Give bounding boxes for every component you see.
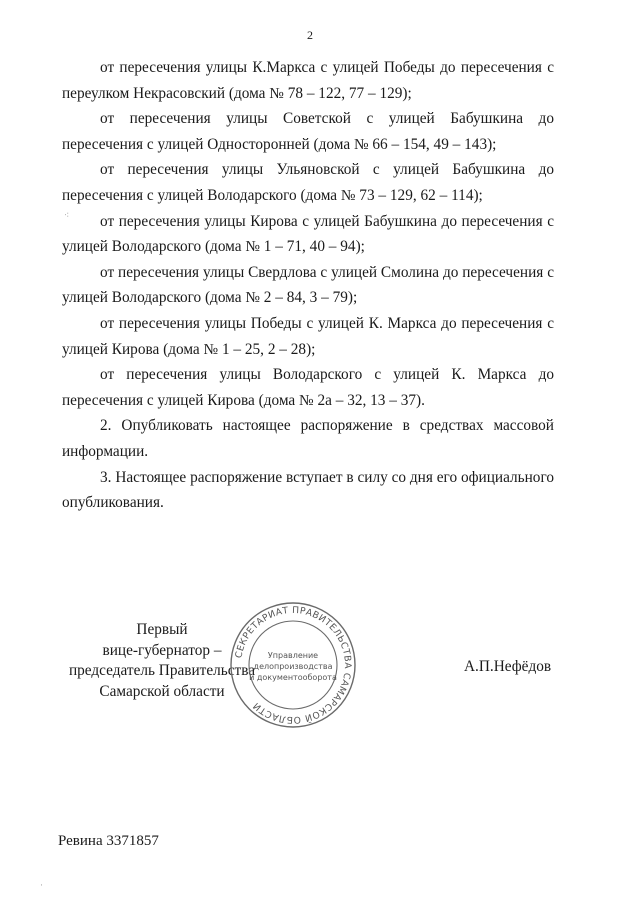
- signatory-line: председатель Правительства: [68, 662, 256, 679]
- paragraph-street-range: от пересечения улицы Победы с улицей К. Маркса до пересечения с улицей Кирова (дома № 1 – 25, 2 – 28);: [62, 314, 554, 358]
- page-number: 2: [307, 28, 313, 42]
- scan-mark: ⁖: [64, 210, 70, 220]
- signatory-name: А.П.Нефёдов: [464, 658, 552, 675]
- paragraph-street-range: от пересечения улицы К.Маркса с улицей Победы до пересечения с переулком Некрасовский (дома № 78 – 122, 77 – 129);: [62, 59, 554, 102]
- paragraph-street-range: от пересечения улицы Свердлова с улицей Смолина до пересечения с улицей Володарского (дома № 2 – 84, 3 – 79);: [62, 263, 554, 307]
- stamp-center-line: и документооборота: [249, 673, 337, 682]
- stamp-ring-text: СЕКРЕТАРИАТ ПРАВИТЕЛЬСТВА САМАРСКОЙ ОБЛАСТИ: [233, 604, 354, 726]
- stamp-center-line: Управление: [267, 651, 319, 660]
- stamp-center-line: делопроизводства: [253, 662, 333, 671]
- paragraph-effective: 3. Настоящее распоряжение вступает в силу со дня его официального опубликования.: [62, 468, 554, 512]
- official-stamp: [228, 600, 358, 730]
- signatory-line: вице-губернатор –: [102, 641, 222, 659]
- paragraph-street-range: от пересечения улицы Советской с улицей Бабушкина до пересечения с улицей Односторонней (дома № 66 – 154, 49 – 143);: [62, 110, 554, 153]
- executor-contact: Ревина 3371857: [58, 833, 159, 849]
- paragraph-publish: 2. Опубликовать настоящее распоряжение в средствах массовой информации.: [62, 417, 554, 460]
- signatory-line: Первый: [136, 621, 188, 638]
- signatory-line: Самарской области: [99, 682, 225, 700]
- document-body: [62, 55, 554, 516]
- paragraph-street-range: от пересечения улицы Володарского с улицей К. Маркса до пересечения с улицей Кирова (дома № 2а – 32, 13 – 37).: [62, 366, 554, 409]
- scan-mark: ·: [40, 880, 43, 890]
- paragraph-street-range: от пересечения улицы Ульяновской с улицей Бабушкина до пересечения с улицей Володарского (дома № 73 – 129, 62 – 114);: [62, 161, 554, 204]
- paragraph-street-range: от пересечения улицы Кирова с улицей Бабушкина до пересечения с улицей Володарского (дома № 1 – 71, 40 – 94);: [62, 212, 554, 256]
